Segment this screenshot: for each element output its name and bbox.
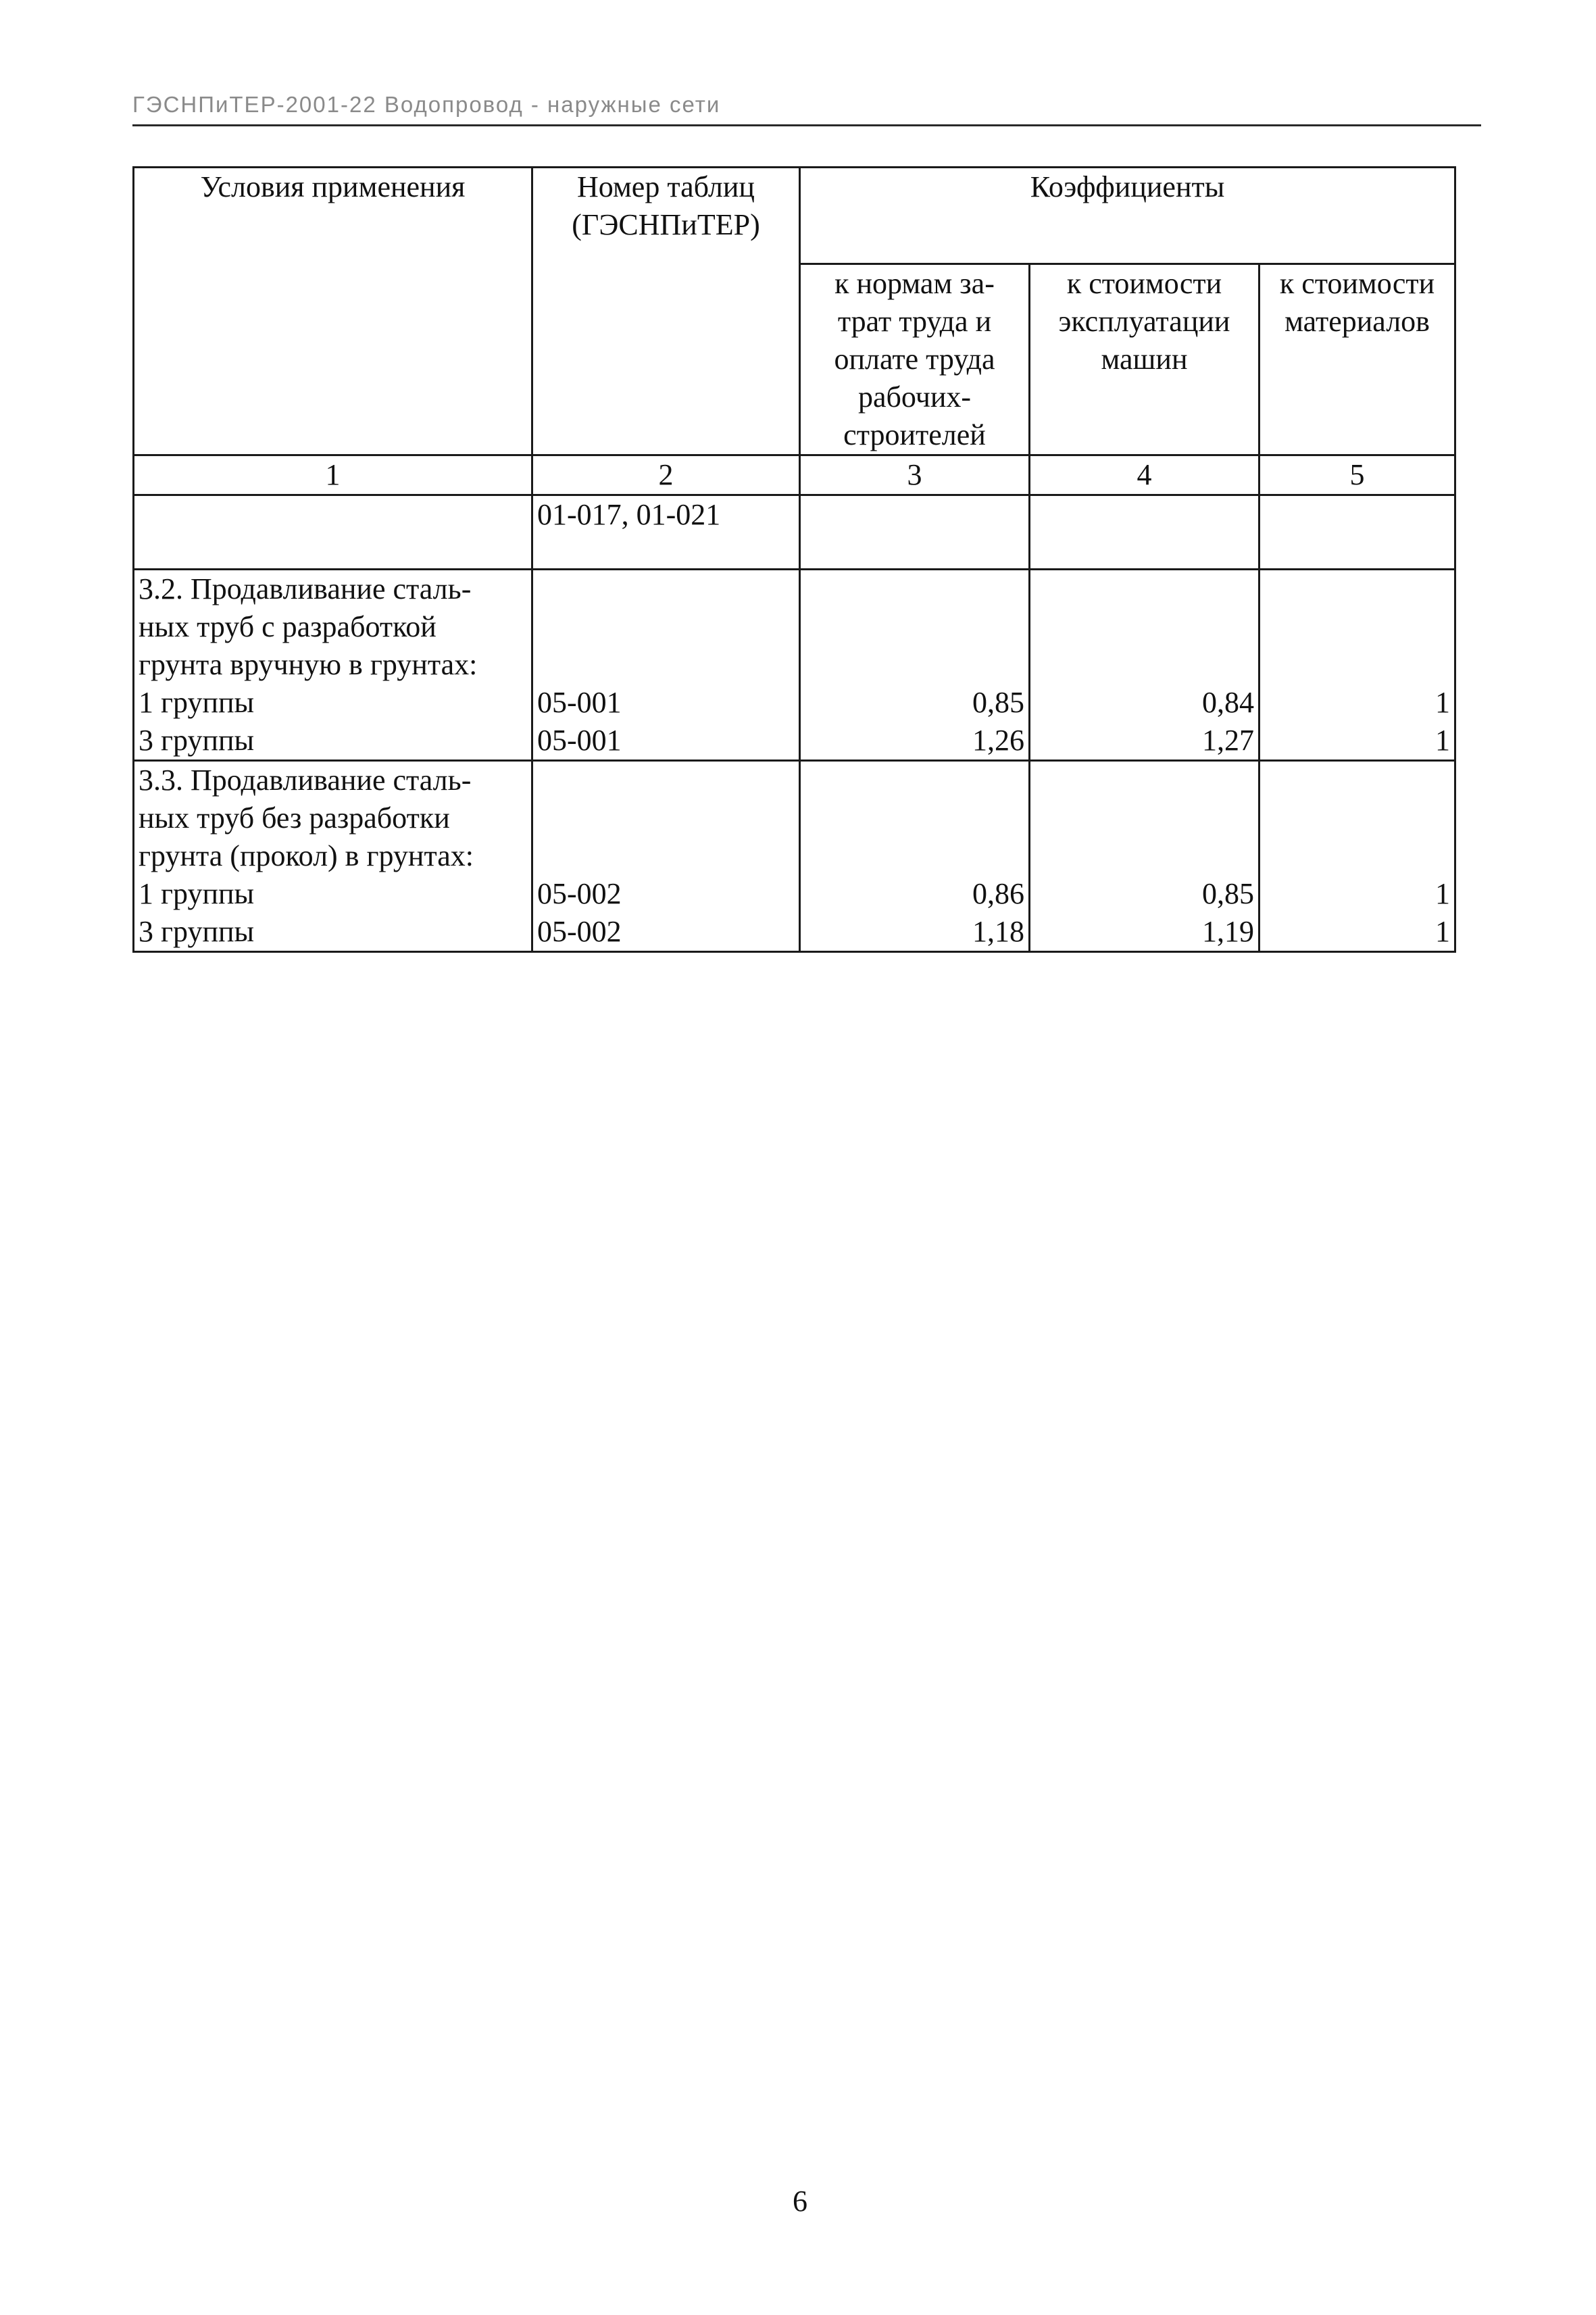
header-conditions-label: Условия применения bbox=[200, 170, 466, 203]
header-sub-labor-line: трат труда и bbox=[837, 305, 992, 338]
labor-coefficient: 1,26 bbox=[972, 724, 1024, 757]
column-number: 3 bbox=[800, 455, 1030, 495]
block-labor-cell bbox=[800, 570, 1030, 761]
header-coefficients-label: Коэффициенты bbox=[1030, 170, 1225, 203]
continuation-labor-cell bbox=[800, 495, 1030, 570]
group-label: 3 группы bbox=[139, 915, 255, 948]
group-label: 1 группы bbox=[139, 877, 255, 910]
header-sub-machines-line: к стоимости bbox=[1066, 267, 1222, 300]
continuation-tables: 01-017, 01-021 bbox=[537, 498, 721, 531]
machines-coefficient: 0,84 bbox=[1202, 686, 1254, 719]
block-table-cell bbox=[532, 570, 800, 761]
header-sub-materials bbox=[1260, 264, 1455, 455]
header-sub-labor bbox=[800, 264, 1030, 455]
materials-coefficient: 1 bbox=[1435, 724, 1451, 757]
machines-coefficient: 0,85 bbox=[1202, 877, 1254, 910]
header-sub-machines-line: машин bbox=[1101, 343, 1188, 376]
continuation-tables-cell bbox=[532, 495, 800, 570]
continuation-machines-cell bbox=[1030, 495, 1260, 570]
column-number-row bbox=[134, 455, 1455, 495]
block-materials-cell bbox=[1260, 761, 1455, 952]
block-title-line: грунта (прокол) в грунтах: bbox=[139, 839, 474, 872]
running-header: ГЭСНПиТЕР-2001-22 Водопровод - наружные сети bbox=[132, 92, 721, 117]
block-title-line: ных труб с разработкой bbox=[139, 610, 437, 643]
header-rule bbox=[132, 124, 1481, 126]
labor-coefficient: 0,85 bbox=[972, 686, 1024, 719]
header-sub-labor-line: строителей bbox=[843, 418, 986, 451]
header-conditions bbox=[134, 168, 532, 455]
materials-coefficient: 1 bbox=[1435, 877, 1451, 910]
block-labor-cell bbox=[800, 761, 1030, 952]
block-condition-cell bbox=[134, 761, 532, 952]
coefficients-table bbox=[132, 166, 1456, 953]
table-number-value: 05-001 bbox=[537, 724, 622, 757]
table-row-block-3-3 bbox=[134, 761, 1455, 952]
header-coefficients bbox=[800, 168, 1455, 264]
header-sub-labor-line: оплате труда bbox=[834, 343, 995, 376]
header-sub-machines bbox=[1030, 264, 1260, 455]
header-sub-labor-line: рабочих- bbox=[857, 380, 972, 414]
block-table-cell bbox=[532, 761, 800, 952]
block-condition-cell bbox=[134, 570, 532, 761]
materials-coefficient: 1 bbox=[1435, 686, 1451, 719]
block-title-line: грунта вручную в грунтах: bbox=[139, 648, 478, 681]
labor-coefficient: 0,86 bbox=[972, 877, 1024, 910]
labor-coefficient: 1,18 bbox=[972, 915, 1024, 948]
materials-coefficient: 1 bbox=[1435, 915, 1451, 948]
header-table-number-line1: Номер таблиц bbox=[577, 170, 755, 203]
header-sub-machines-line: эксплуатации bbox=[1058, 305, 1230, 338]
machines-coefficient: 1,19 bbox=[1202, 915, 1254, 948]
continuation-row bbox=[134, 495, 1455, 570]
header-sub-materials-line: материалов bbox=[1285, 305, 1430, 338]
group-label: 3 группы bbox=[139, 724, 255, 757]
column-number: 2 bbox=[532, 455, 800, 495]
column-number: 1 bbox=[134, 455, 532, 495]
page-number: 6 bbox=[793, 2185, 807, 2218]
table-number-value: 05-001 bbox=[537, 686, 622, 719]
header-table-number bbox=[532, 168, 800, 455]
column-number: 4 bbox=[1030, 455, 1260, 495]
continuation-condition-cell bbox=[134, 495, 532, 570]
block-materials-cell bbox=[1260, 570, 1455, 761]
header-sub-materials-line: к стоимости bbox=[1279, 267, 1435, 300]
block-title-line: ных труб без разработки bbox=[139, 801, 450, 835]
table-row-block-3-2 bbox=[134, 570, 1455, 761]
header-sub-labor-line: к нормам за- bbox=[834, 267, 995, 300]
group-label: 1 группы bbox=[139, 686, 255, 719]
continuation-materials-cell bbox=[1260, 495, 1455, 570]
block-machines-cell bbox=[1030, 570, 1260, 761]
header-row-main bbox=[134, 168, 1455, 264]
block-machines-cell bbox=[1030, 761, 1260, 952]
block-title-line: 3.2. Продавливание сталь- bbox=[139, 572, 472, 605]
column-number: 5 bbox=[1260, 455, 1455, 495]
block-title-line: 3.3. Продавливание сталь- bbox=[139, 764, 472, 797]
header-table-number-line2: (ГЭСНПиТЕР) bbox=[572, 208, 760, 241]
machines-coefficient: 1,27 bbox=[1202, 724, 1254, 757]
table-number-value: 05-002 bbox=[537, 877, 622, 910]
table-number-value: 05-002 bbox=[537, 915, 622, 948]
